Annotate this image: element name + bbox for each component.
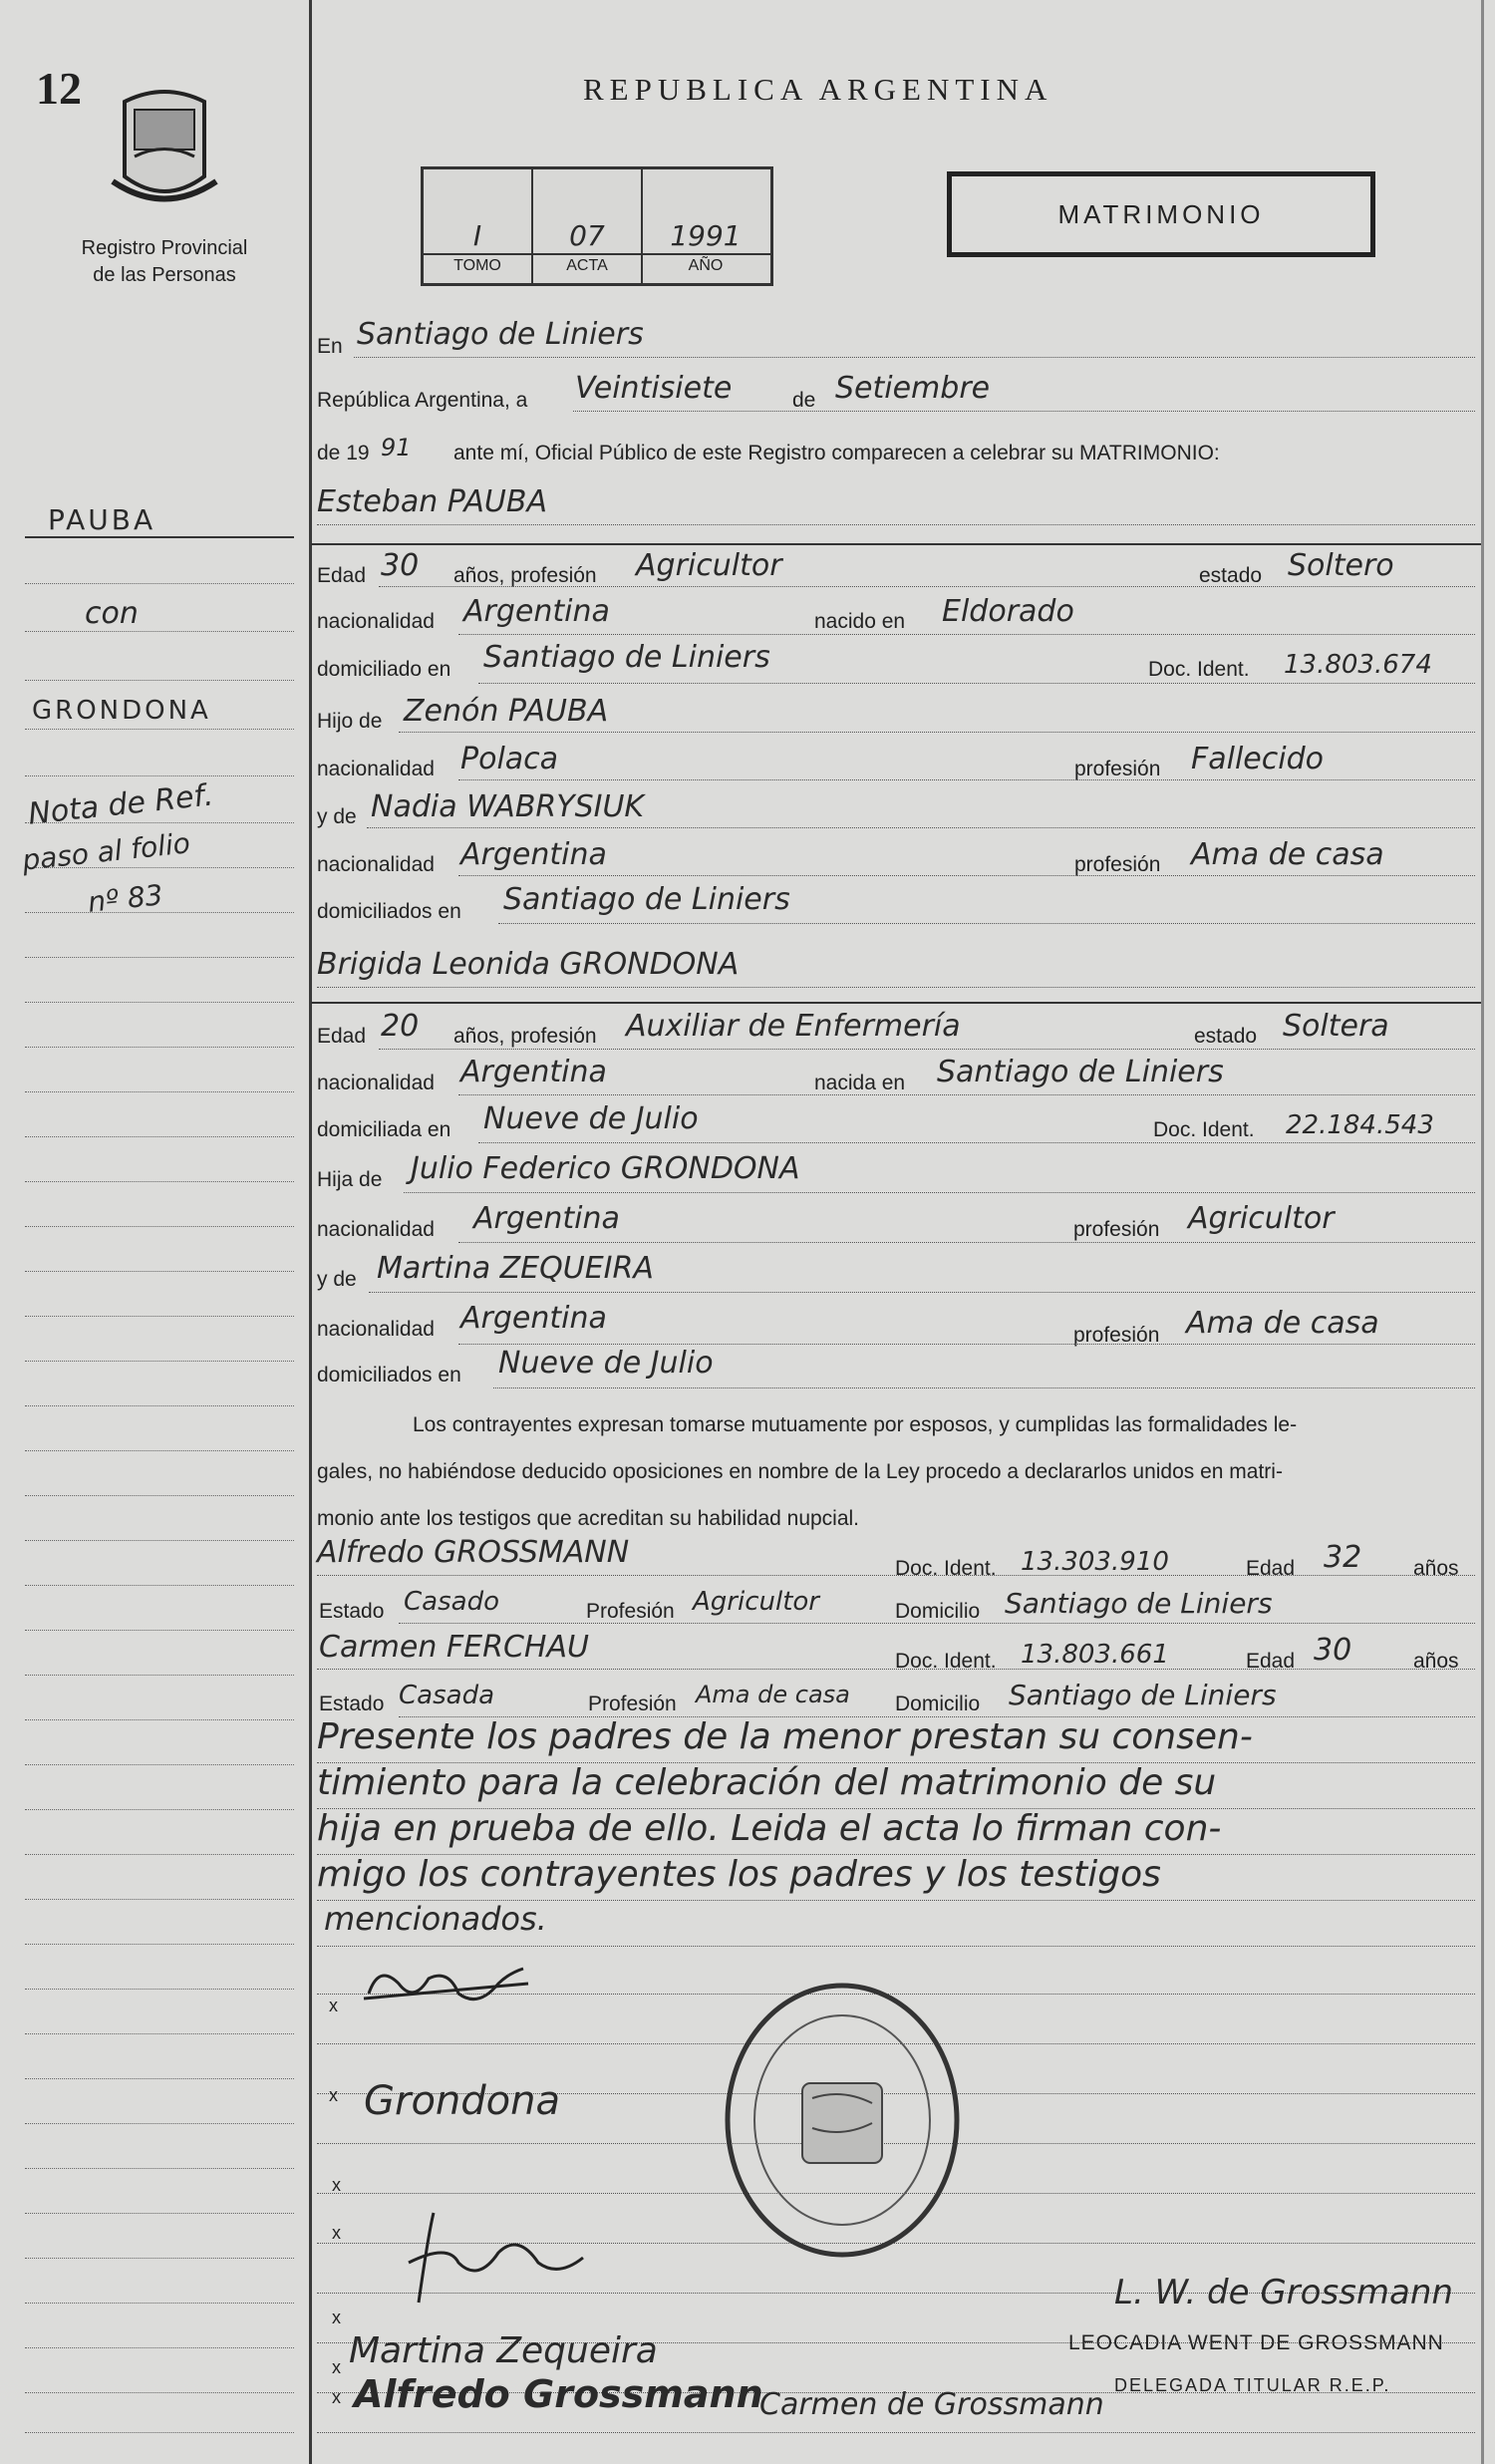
witness2-anos-label: años: [1413, 1650, 1459, 1673]
en-label: En: [317, 335, 343, 358]
groom-profession: Agricultor: [636, 548, 782, 583]
document-type-box: MATRIMONIO: [947, 171, 1375, 257]
signature-mark-5: x: [332, 2308, 341, 2327]
bride-nationality: Argentina: [460, 1055, 607, 1089]
groom-doc-label: Doc. Ident.: [1148, 658, 1250, 681]
witness2-age: 30: [1314, 1633, 1352, 1668]
groom-edad-label: Edad: [317, 564, 367, 587]
witness1-doc-label: Doc. Ident.: [895, 1557, 997, 1580]
registry-line1: Registro Provincial: [81, 237, 248, 259]
groom-age: 30: [381, 548, 420, 583]
intro-day: Veintisiete: [575, 371, 733, 406]
witness2-prof-label: Profesión: [588, 1693, 677, 1715]
declaration-line3: monio ante los testigos que acreditan su habilidad nupcial.: [317, 1507, 860, 1530]
intro-statement: ante mí, Oficial Público de este Registro comparecen a celebrar su MATRIMONIO:: [453, 442, 1220, 464]
groom-nacido-label: nacido en: [814, 610, 906, 633]
ano-label: AÑO: [688, 257, 724, 274]
witness-signature-icon: [389, 2203, 598, 2312]
right-border: [1481, 0, 1484, 2464]
witness2-estado-label: Estado: [319, 1693, 385, 1715]
groom-marital-status: Soltero: [1288, 548, 1394, 583]
bride-doc-number: 22.184.543: [1286, 1110, 1434, 1140]
notes-line2: timiento para la celebración del matrimonio de su: [317, 1762, 1217, 1803]
bride-parents-domicile: Nueve de Julio: [498, 1346, 714, 1381]
groom-prof-label: años, profesión: [453, 564, 597, 587]
de-year-prefix: de 19: [317, 442, 370, 464]
bride-parents-dom-label: domiciliados en: [317, 1364, 461, 1386]
acta-label: ACTA: [566, 257, 608, 274]
country-title: REPUBLICA ARGENTINA: [583, 72, 1053, 107]
witness2-profession: Ama de casa: [696, 1681, 850, 1708]
page-number: 12: [36, 63, 82, 114]
margin-divider: [309, 0, 312, 2464]
witness2-edad-label: Edad: [1246, 1650, 1296, 1673]
official-title: DELEGADA TITULAR R.E.P.: [1114, 2375, 1391, 2395]
groom-mother-nationality: Argentina: [460, 837, 607, 872]
republica-label: República Argentina, a: [317, 389, 528, 412]
margin-note-line3: nº 83: [86, 878, 164, 919]
declaration-line2: gales, no habiéndose deducido oposiciones en nombre de la Ley procedo a declararlos unidos en matri-: [317, 1460, 1283, 1483]
declaration-line1: Los contrayentes expresan tomarse mutuamente por esposos, y cumplidas las formalidades le-: [413, 1413, 1298, 1436]
bride-edad-label: Edad: [317, 1025, 367, 1048]
notes-line4: migo los contrayentes los padres y los testigos: [317, 1854, 1161, 1895]
groom-estado-label: estado: [1199, 564, 1263, 587]
official-name: LEOCADIA WENT DE GROSSMANN: [1068, 2331, 1444, 2354]
signature-official: L. W. de Grossmann: [1114, 2273, 1453, 2312]
official-stamp-icon: [718, 1979, 967, 2263]
groom-mother-prof-label: profesión: [1074, 853, 1161, 876]
witness1-prof-label: Profesión: [586, 1600, 675, 1623]
margin-connector: con: [85, 596, 139, 631]
bride-hija-label: Hija de: [317, 1168, 383, 1191]
groom-father-prof-label: profesión: [1074, 758, 1161, 780]
bride-dom-label: domiciliada en: [317, 1118, 451, 1141]
groom-father-profession: Fallecido: [1191, 742, 1324, 776]
groom-parents-dom-label: domiciliados en: [317, 900, 461, 923]
bride-mother: Martina ZEQUEIRA: [377, 1251, 654, 1286]
signature-alfredo: Alfredo Grossmann: [354, 2372, 763, 2416]
groom-yde-label: y de: [317, 805, 357, 828]
tomo-value: I: [472, 219, 482, 252]
bride-marital-status: Soltera: [1283, 1009, 1389, 1044]
intro-place: Santiago de Liniers: [357, 317, 644, 352]
groom-parents-domicile: Santiago de Liniers: [503, 882, 790, 917]
witness1-estado-label: Estado: [319, 1600, 385, 1623]
witness1-age: 32: [1324, 1540, 1362, 1575]
groom-name: Esteban PAUBA: [317, 484, 547, 519]
tomo-label: TOMO: [453, 257, 501, 274]
registry-line2: de las Personas: [93, 264, 236, 286]
bride-mother-nat-label: nacionalidad: [317, 1318, 435, 1341]
groom-birthplace: Eldorado: [942, 594, 1074, 629]
groom-hijo-label: Hijo de: [317, 710, 383, 733]
witness1-dom-label: Domicilio: [895, 1600, 981, 1623]
witness1-doc-number: 13.303.910: [1021, 1547, 1169, 1577]
groom-father: Zenón PAUBA: [404, 694, 609, 729]
bride-father-profession: Agricultor: [1188, 1201, 1335, 1236]
bride-father-prof-label: profesión: [1073, 1218, 1160, 1241]
signature-mother: Martina Zequeira: [349, 2330, 658, 2371]
groom-dom-label: domiciliado en: [317, 658, 451, 681]
margin-surname2: GRONDONA: [32, 696, 211, 726]
groom-nationality: Argentina: [463, 594, 610, 629]
intro-month: Setiembre: [835, 371, 991, 406]
witness1-status: Casado: [404, 1587, 499, 1617]
witness2-dom-label: Domicilio: [895, 1693, 981, 1715]
witness1-edad-label: Edad: [1246, 1557, 1296, 1580]
bride-estado-label: estado: [1194, 1025, 1258, 1048]
notes-line1: Presente los padres de la menor prestan su consen-: [317, 1716, 1253, 1757]
bride-age: 20: [381, 1009, 420, 1044]
ano-value: 1991: [670, 219, 742, 252]
acta-value: 07: [569, 219, 605, 252]
notes-line3: hija en prueba de ello. Leida el acta lo firman con-: [317, 1808, 1222, 1849]
bride-birthplace: Santiago de Liniers: [937, 1055, 1224, 1089]
bride-father-nationality: Argentina: [473, 1201, 620, 1236]
signature-mark-3: x: [332, 2175, 341, 2195]
margin-surname1: PAUBA: [48, 503, 156, 536]
bride-yde-label: y de: [317, 1268, 357, 1291]
bride-name: Brigida Leonida GRONDONA: [317, 947, 740, 982]
groom-domicile: Santiago de Liniers: [483, 640, 770, 675]
signature-mark-4: x: [332, 2223, 341, 2243]
witness1-domicile: Santiago de Liniers: [1005, 1587, 1273, 1620]
groom-father-nationality: Polaca: [460, 742, 559, 776]
bride-doc-label: Doc. Ident.: [1153, 1118, 1255, 1141]
groom-mother-nat-label: nacionalidad: [317, 853, 435, 876]
margin-note-line1: Nota de Ref.: [26, 777, 215, 832]
bride-mother-profession: Ama de casa: [1186, 1306, 1379, 1341]
bride-father: Julio Federico GRONDONA: [411, 1151, 800, 1186]
signature-mark-2: x: [329, 2085, 338, 2105]
signature-mark-7: x: [332, 2387, 341, 2407]
witness2-doc-number: 13.803.661: [1021, 1640, 1169, 1670]
witness2-name: Carmen FERCHAU: [319, 1630, 589, 1665]
signature-mark-1: x: [329, 1996, 338, 2015]
witness2-domicile: Santiago de Liniers: [1009, 1679, 1277, 1711]
intro-year-suffix: 91: [381, 434, 412, 462]
bride-nacida-label: nacida en: [814, 1072, 906, 1094]
groom-mother: Nadia WABRYSIUK: [371, 789, 645, 824]
bride-domicile: Nueve de Julio: [483, 1101, 699, 1136]
record-number-box: [421, 166, 773, 286]
witness1-name: Alfredo GROSSMANN: [317, 1535, 630, 1570]
witness1-profession: Agricultor: [693, 1587, 819, 1617]
groom-father-nat-label: nacionalidad: [317, 758, 435, 780]
groom-doc-number: 13.803.674: [1284, 650, 1432, 680]
signature-carmen: Carmen de Grossmann: [759, 2387, 1104, 2422]
groom-mother-profession: Ama de casa: [1191, 837, 1384, 872]
signature-mark-6: x: [332, 2357, 341, 2377]
witness2-doc-label: Doc. Ident.: [895, 1650, 997, 1673]
intro-de-label: de: [792, 389, 816, 412]
margin-note-line2: paso al folio: [20, 826, 192, 877]
bride-prof-label: años, profesión: [453, 1025, 597, 1048]
notes-line5: mencionados.: [324, 1900, 547, 1938]
groom-nat-label: nacionalidad: [317, 610, 435, 633]
bride-profession: Auxiliar de Enfermería: [626, 1009, 961, 1044]
bride-father-nat-label: nacionalidad: [317, 1218, 435, 1241]
bride-nat-label: nacionalidad: [317, 1072, 435, 1094]
witness1-anos-label: años: [1413, 1557, 1459, 1580]
signature-grondona: Grondona: [364, 2078, 560, 2124]
groom-signature-icon: [359, 1954, 538, 2023]
provincial-seal-icon: [105, 82, 224, 216]
bride-mother-prof-label: profesión: [1073, 1324, 1160, 1347]
bride-mother-nationality: Argentina: [460, 1301, 607, 1336]
witness2-status: Casada: [399, 1681, 495, 1710]
